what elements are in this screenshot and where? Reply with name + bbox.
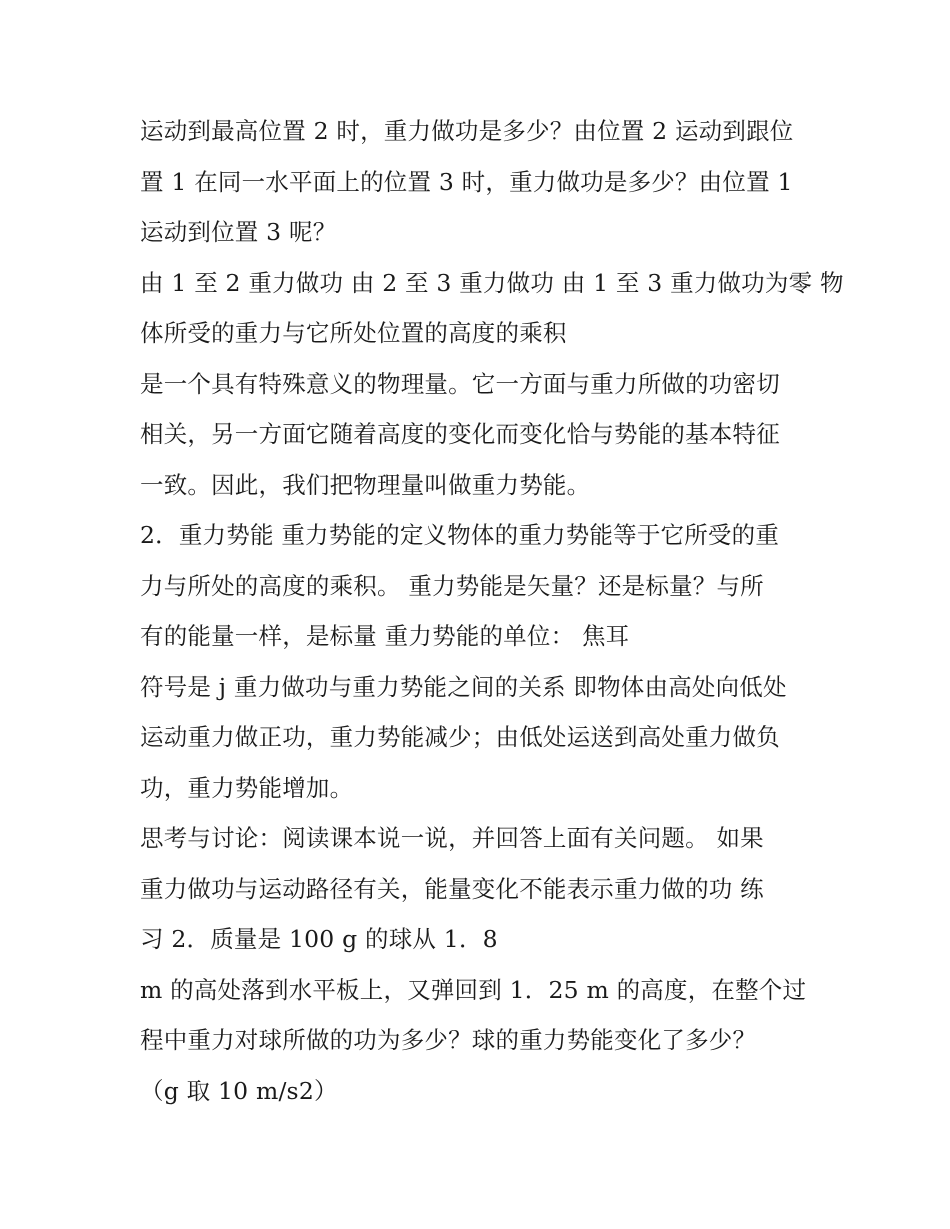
text-line: 重力做功与运动路径有关，能量变化不能表示重力做的功 练	[140, 874, 764, 903]
text-line: 符号是 j 重力做功与重力势能之间的关系 即物体由高处向低处	[140, 672, 787, 701]
text-line: 功，重力势能增加。	[140, 773, 354, 802]
body-text	[140, 106, 844, 1116]
text-line: 程中重力对球所做的功为多少？球的重力势能变化了多少？	[140, 1026, 757, 1054]
text-line: 体所受的重力与它所处位置的高度的乘积	[140, 319, 567, 347]
text-line: 力与所处的高度的乘积。 重力势能是矢量？还是标量？与所	[140, 571, 764, 600]
text-line: 思考与讨论：阅读课本说一说，并回答上面有关问题。 如果	[140, 824, 764, 852]
text-line: 2．重力势能 重力势能的定义物体的重力势能等于它所受的重	[140, 521, 780, 549]
text-line: 由 1 至 2 重力做功 由 2 至 3 重力做功 由 1 至 3 重力做功为零 物	[140, 268, 844, 297]
text-line: 运动重力做正功，重力势能减少；由低处运送到高处重力做负	[140, 723, 780, 751]
text-line: 有的能量一样，是标量 重力势能的单位： 焦耳	[140, 622, 630, 650]
text-line: m 的高处落到水平板上，又弹回到 1．25 m 的高度，在整个过	[140, 975, 807, 1004]
text-line: 一致。因此，我们把物理量叫做重力势能。	[140, 470, 591, 499]
text-line: 运动到位置 3 呢？	[140, 218, 337, 246]
text-line: （g 取 10 m/s2）	[140, 1076, 338, 1105]
text-line: 习 2．质量是 100 g 的球从 1．8	[140, 925, 498, 953]
text-line: 是一个具有特殊意义的物理量。它一方面与重力所做的功密切	[140, 369, 780, 398]
text-line: 相关，另一方面它随着高度的变化而变化恰与势能的基本特征	[140, 420, 780, 448]
text-line: 运动到最高位置 2 时，重力做功是多少？由位置 2 运动到跟位	[140, 117, 794, 145]
text-line: 置 1 在同一水平面上的位置 3 时，重力做功是多少？由位置 1	[140, 167, 793, 196]
